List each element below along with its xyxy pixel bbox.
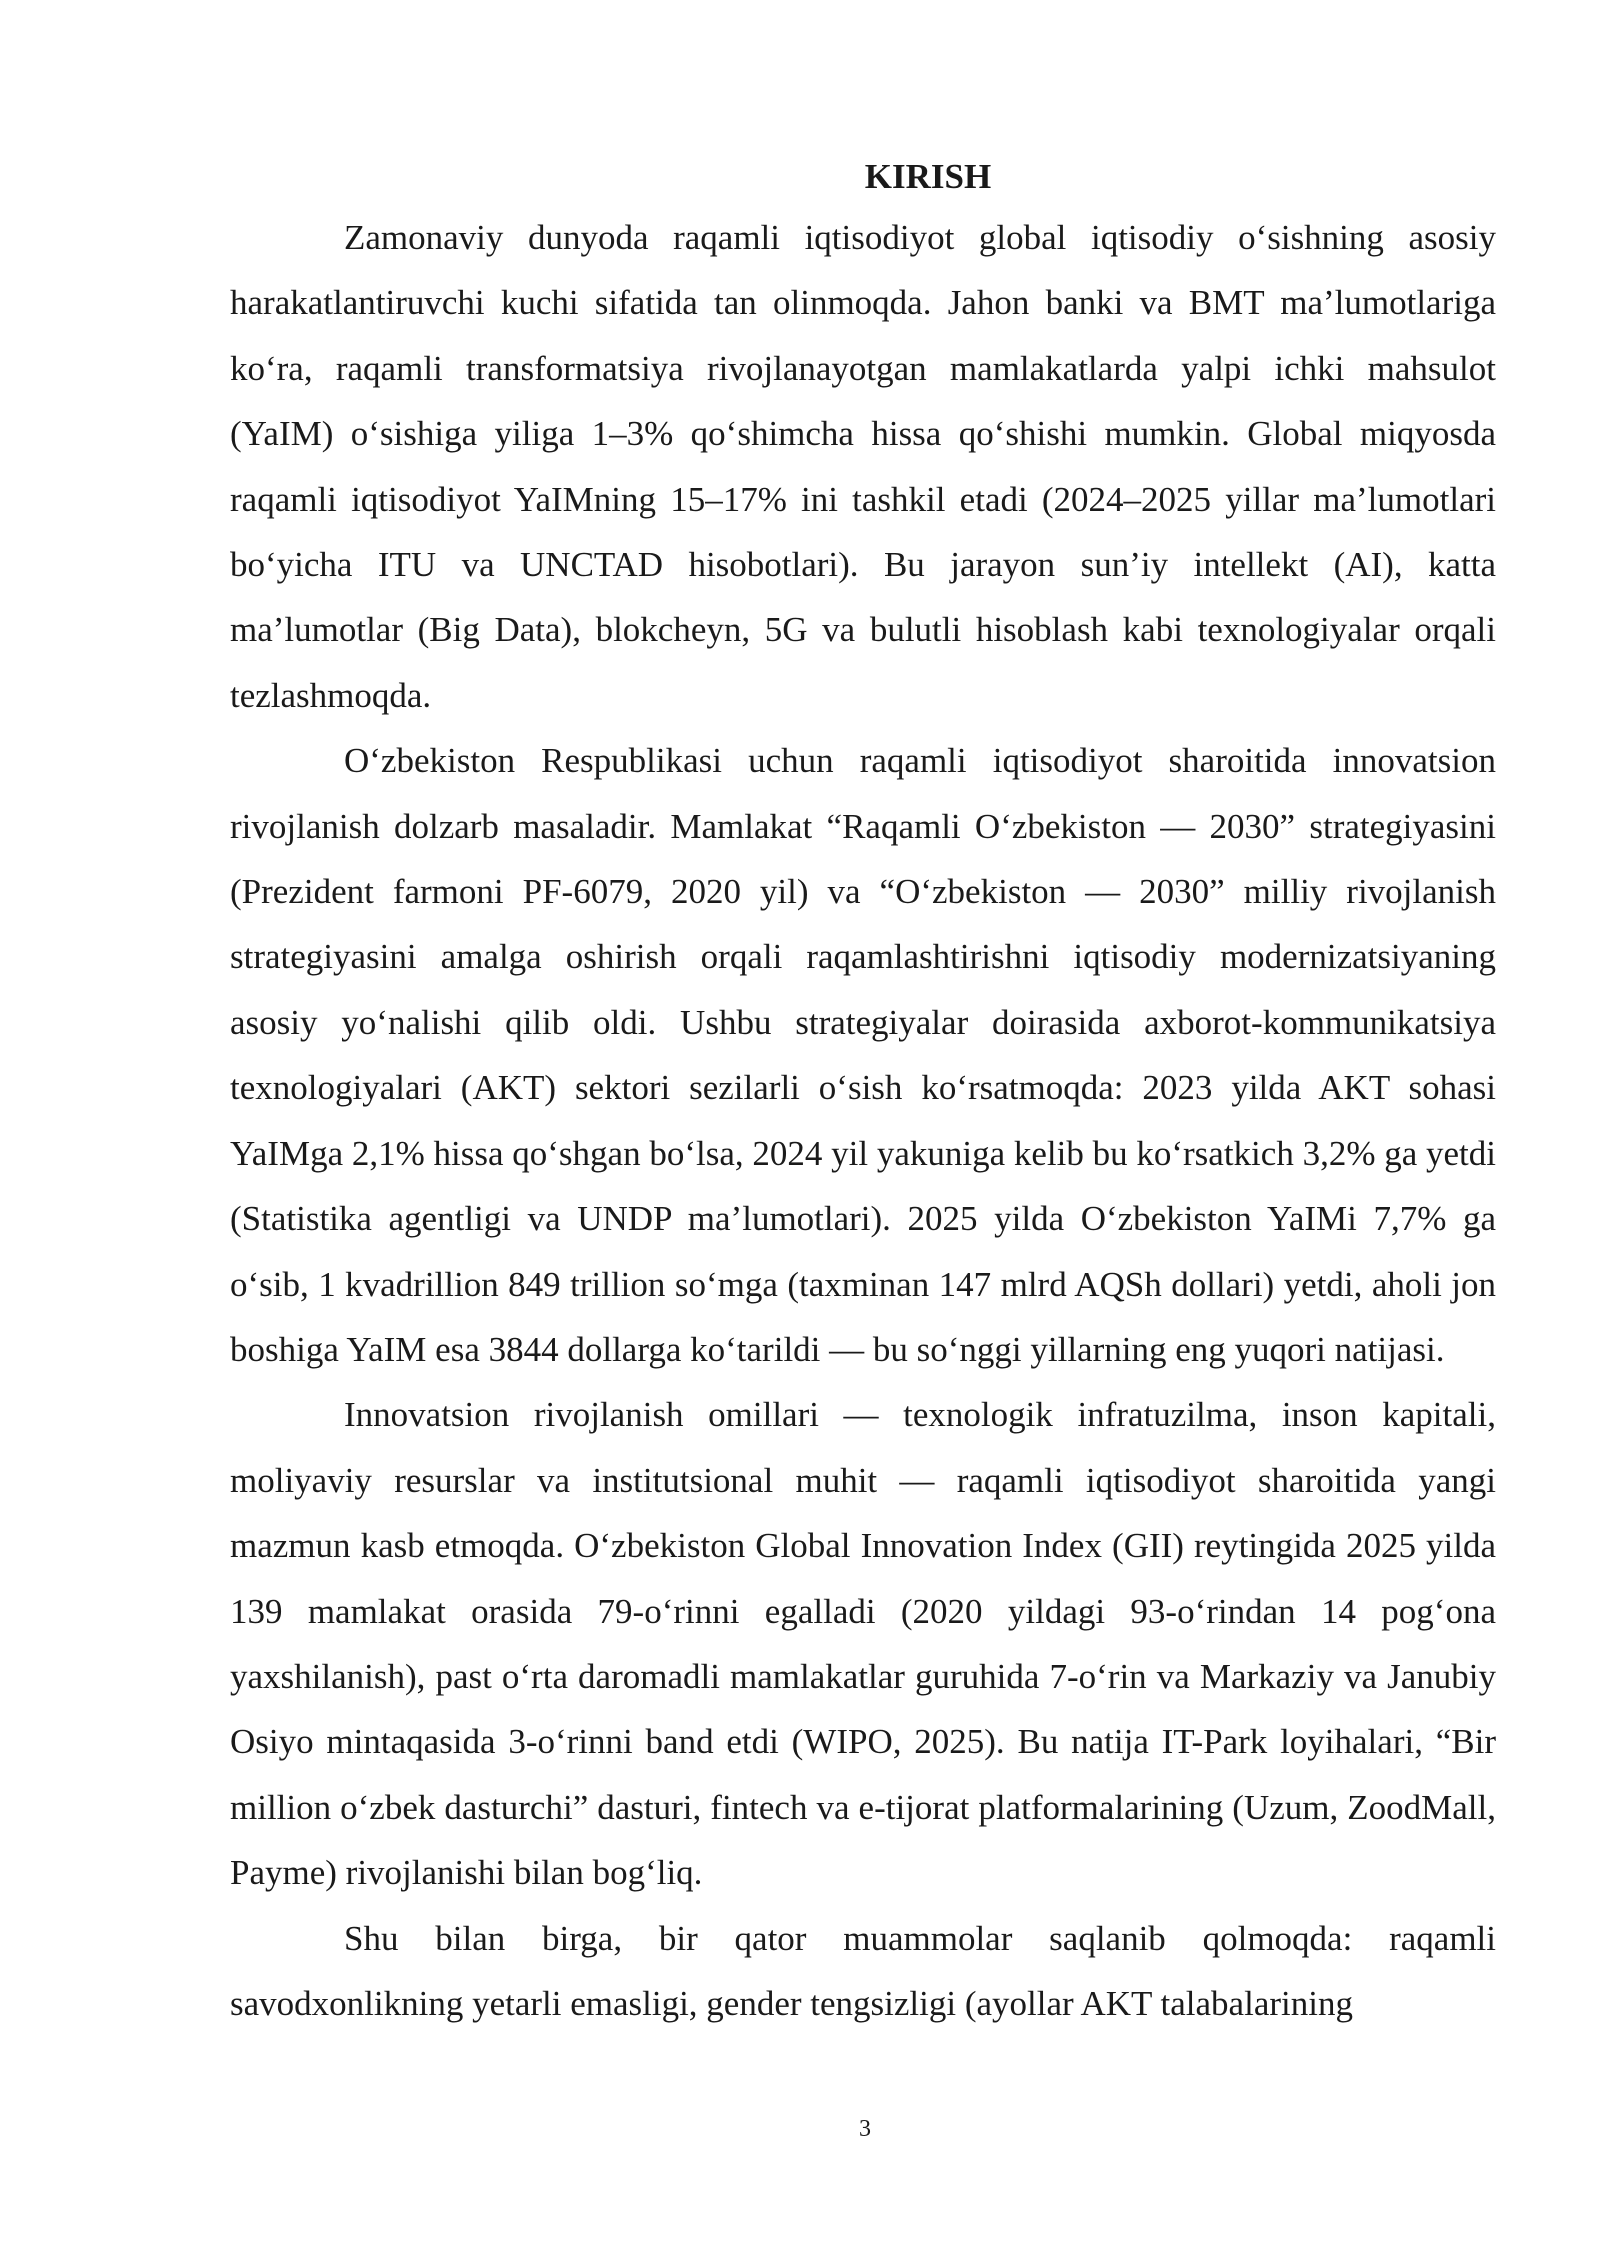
page-body bbox=[230, 148, 1496, 2036]
paragraph: Shu bilan birga, bir qator muammolar saqlanib qolmoqda: raqamli savodxonlikning yetarli emasligi, gender tengsizligi (ayollar AKT talabalarining bbox=[230, 1918, 1496, 2023]
paragraph: O‘zbekiston Respublikasi uchun raqamli iqtisodiyot sharoitida innovatsion rivojlanish dolzarb masaladir. Mamlakat “Raqamli O‘zbekiston — 2030” strategiyasini (Prezident farmoni PF-6079, 2020 yil) va “O‘zbekiston — 2030” milliy rivojlanish strategiyasini amalga oshirish orqali raqamlashtirishni iqtisodiy modernizatsiyaning asosiy yo‘nalishi qilib oldi. Ushbu strategiyalar doirasida axborot-kommunikatsiya texnologiyalari (AKT) sektori sezilarli o‘sish ko‘rsatmoqda: 2023 yilda AKT sohasi YaIMga 2,1% hissa qo‘shgan bo‘lsa, 2024 yil yakuniga kelib bu ko‘rsatkich 3,2% ga yetdi (Statistika agentligi va UNDP ma’lumotlari). 2025 yilda O‘zbekiston YaIMi 7,7% ga o‘sib, 1 kvadrillion 849 trillion so‘mga (taxminan 147 mlrd AQSh dollari) yetdi, aholi jon boshiga YaIM esa 3844 dollarga ko‘tarildi — bu so‘nggi yillarning eng yuqori natijasi. bbox=[230, 741, 1496, 1369]
page-number: 3 bbox=[859, 2116, 871, 2142]
section-heading: KIRISH bbox=[864, 157, 992, 196]
paragraph: Zamonaviy dunyoda raqamli iqtisodiyot global iqtisodiy o‘sishning asosiy harakatlantiruvchi kuchi sifatida tan olinmoqda. Jahon banki va BMT ma’lumotlariga ko‘ra, raqamli transformatsiya rivojlanayotgan mamlakatlarda yalpi ichki mahsulot (YaIM) o‘sishiga yiliga 1–3% qo‘shimcha hissa qo‘shishi mumkin. Global miqyosda raqamli iqtisodiyot YaIMning 15–17% ini tashkil etadi (2024–2025 yillar ma’lumotlari bo‘yicha ITU va UNCTAD hisobotlari). Bu jarayon sun’iy intellekt (AI), katta ma’lumotlar (Big Data), blokcheyn, 5G va bulutli hisoblash kabi texnologiyalar orqali tezlashmoqda. bbox=[230, 218, 1496, 715]
paragraph: Innovatsion rivojlanish omillari — texnologik infratuzilma, inson kapitali, moliyaviy resurslar va institutsional muhit — raqamli iqtisodiyot sharoitida yangi mazmun kasb etmoqda. O‘zbekiston Global Innovation Index (GII) reytingida 2025 yilda 139 mamlakat orasida 79-o‘rinni egalladi (2020 yildagi 93-o‘rindan 14 pog‘ona yaxshilanish), past o‘rta daromadli mamlakatlar guruhida 7-o‘rin va Markaziy va Janubiy Osiyo mintaqasida 3-o‘rinni band etdi (WIPO, 2025). Bu natija IT-Park loyihalari, “Bir million o‘zbek dasturchi” dasturi, fintech va e-tijorat platformalarining (Uzum, ZoodMall, Payme) rivojlanishi bilan bog‘liq. bbox=[230, 1395, 1496, 1893]
